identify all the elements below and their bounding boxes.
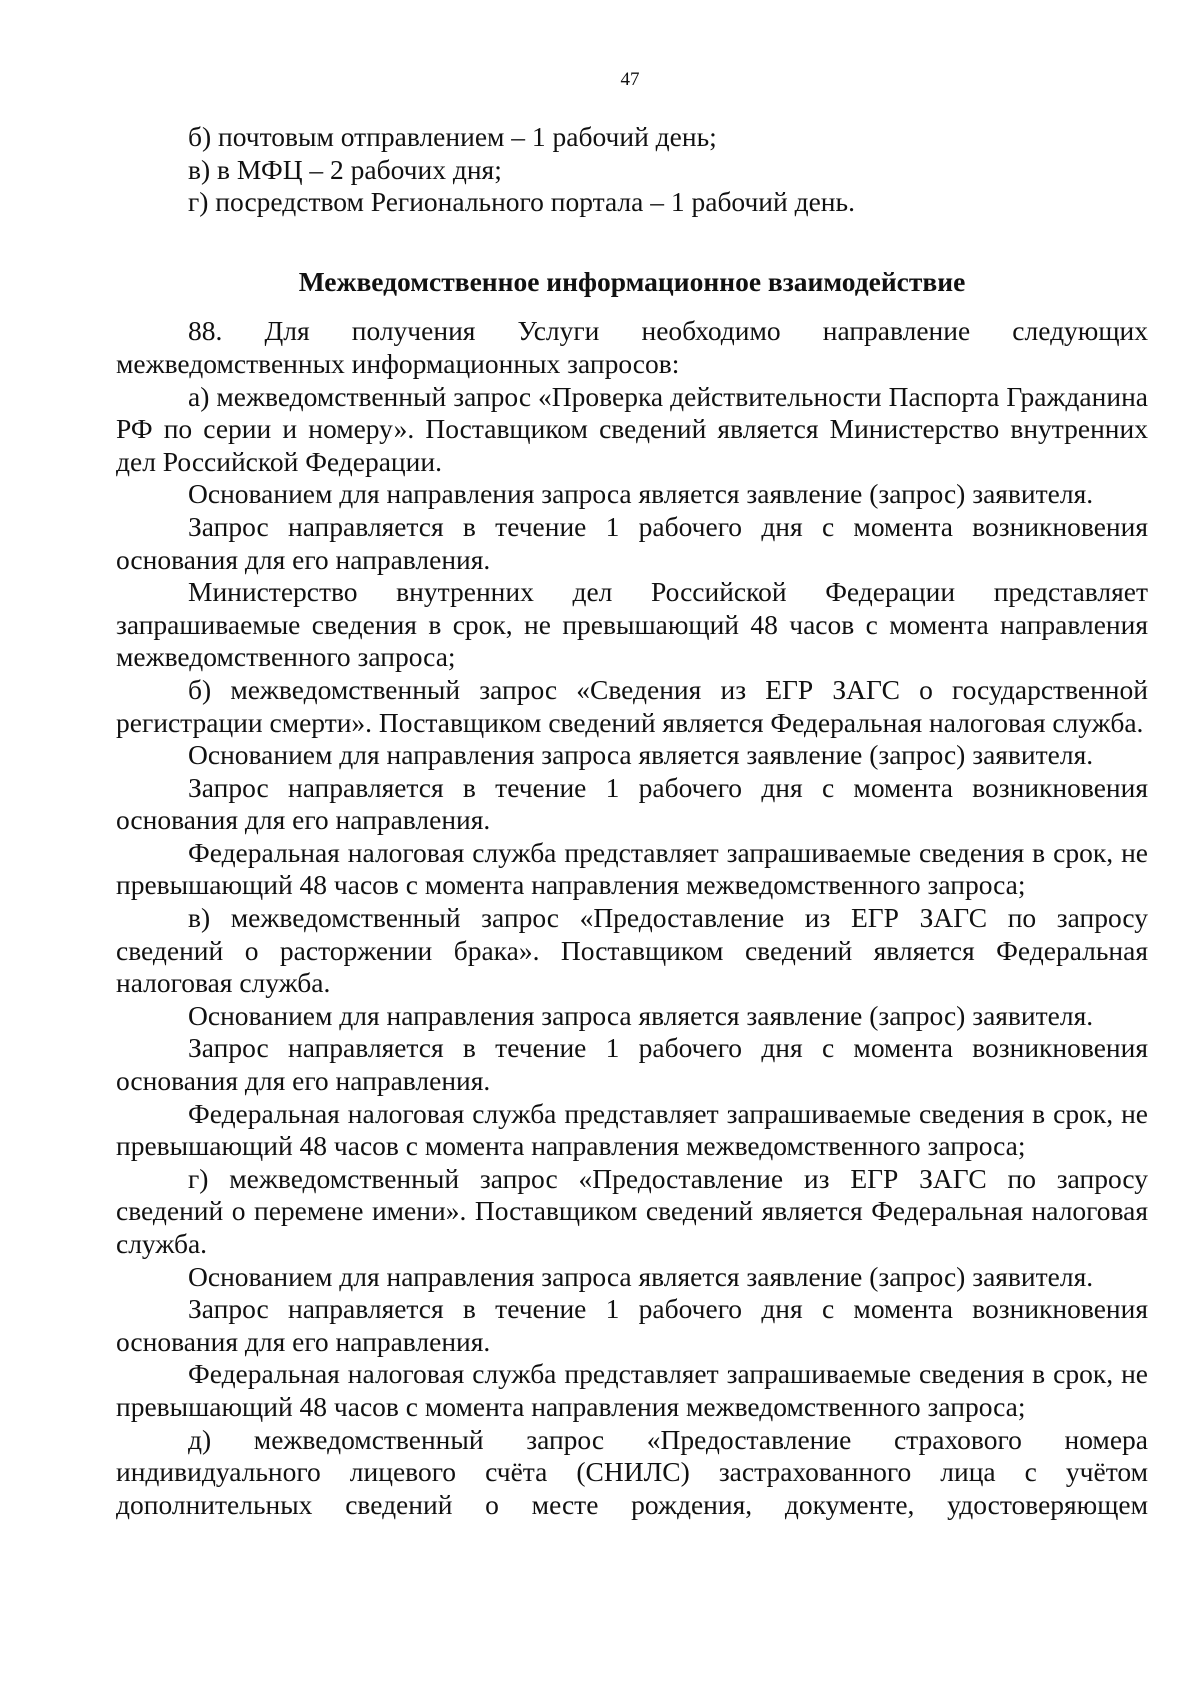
- paragraph: Запрос направляется в течение 1 рабочего дня с момента возникновения основания для его направления.: [116, 771, 1148, 836]
- paragraph: 88. Для получения Услуги необходимо направление следующих межведомственных информационных запросов:: [116, 315, 1148, 379]
- paragraph: Основанием для направления запроса является заявление (запрос) заявителя.: [188, 739, 1094, 771]
- paragraph: Запрос направляется в течение 1 рабочего дня с момента возникновения основания для его направления.: [116, 510, 1148, 575]
- section-heading: Межведомственное информационное взаимодействие: [298, 265, 966, 297]
- paragraph: Запрос направляется в течение 1 рабочего дня с момента возникновения основания для его направления.: [116, 1293, 1148, 1357]
- list-item: в) в МФЦ – 2 рабочих дня;: [188, 153, 502, 185]
- paragraph: Федеральная налоговая служба представляет запрашиваемые сведения в срок, не превышающий 48 часов с момента направления межведомственного запроса;: [116, 836, 1148, 901]
- paragraph: Основанием для направления запроса является заявление (запрос) заявителя.: [188, 1260, 1094, 1292]
- paragraph: Основанием для направления запроса является заявление (запрос) заявителя.: [188, 999, 1094, 1031]
- paragraph: Федеральная налоговая служба представляет запрашиваемые сведения в срок, не превышающий 48 часов с момента направления межведомственного запроса;: [116, 1358, 1148, 1422]
- paragraph: Запрос направляется в течение 1 рабочего дня с момента возникновения основания для его направления.: [116, 1032, 1148, 1097]
- paragraph: г) межведомственный запрос «Предоставление из ЕГР ЗАГС по запросу сведений о перемене имени». Поставщиком сведений является Федеральная налоговая служба.: [116, 1162, 1148, 1259]
- paragraph: Министерство внутренних дел Российской Федерации представляет запрашиваемые сведения в срок, не превышающий 48 часов с момента направления межведомственного запроса;: [116, 576, 1148, 673]
- document-body: [116, 121, 1148, 1521]
- page-number: 47: [620, 69, 640, 90]
- paragraph: б) межведомственный запрос «Сведения из ЕГР ЗАГС о государственной регистрации смерти». Поставщиком сведений является Федеральная налоговая служба.: [116, 673, 1148, 738]
- paragraph: в) межведомственный запрос «Предоставление из ЕГР ЗАГС по запросу сведений о расторжении брака». Поставщиком сведений является Федеральная налоговая служба.: [116, 902, 1148, 999]
- list-item: г) посредством Регионального портала – 1 рабочий день.: [188, 186, 855, 218]
- list-item: б) почтовым отправлением – 1 рабочий день;: [188, 121, 717, 152]
- paragraph: Основанием для направления запроса является заявление (запрос) заявителя.: [188, 478, 1094, 510]
- paragraph: а) межведомственный запрос «Проверка действительности Паспорта Гражданина РФ по серии и номеру». Поставщиком сведений является Министерство внутренних дел Российской Федерации.: [116, 380, 1148, 477]
- paragraph: Федеральная налоговая служба представляет запрашиваемые сведения в срок, не превышающий 48 часов с момента направления межведомственного запроса;: [116, 1097, 1148, 1162]
- paragraph: д) межведомственный запрос «Предоставление страхового номера индивидуального лицевого счёта (СНИЛС) застрахованного лица с учётом дополнительных сведений о месте рождения, документе, удостоверяющем: [116, 1423, 1148, 1520]
